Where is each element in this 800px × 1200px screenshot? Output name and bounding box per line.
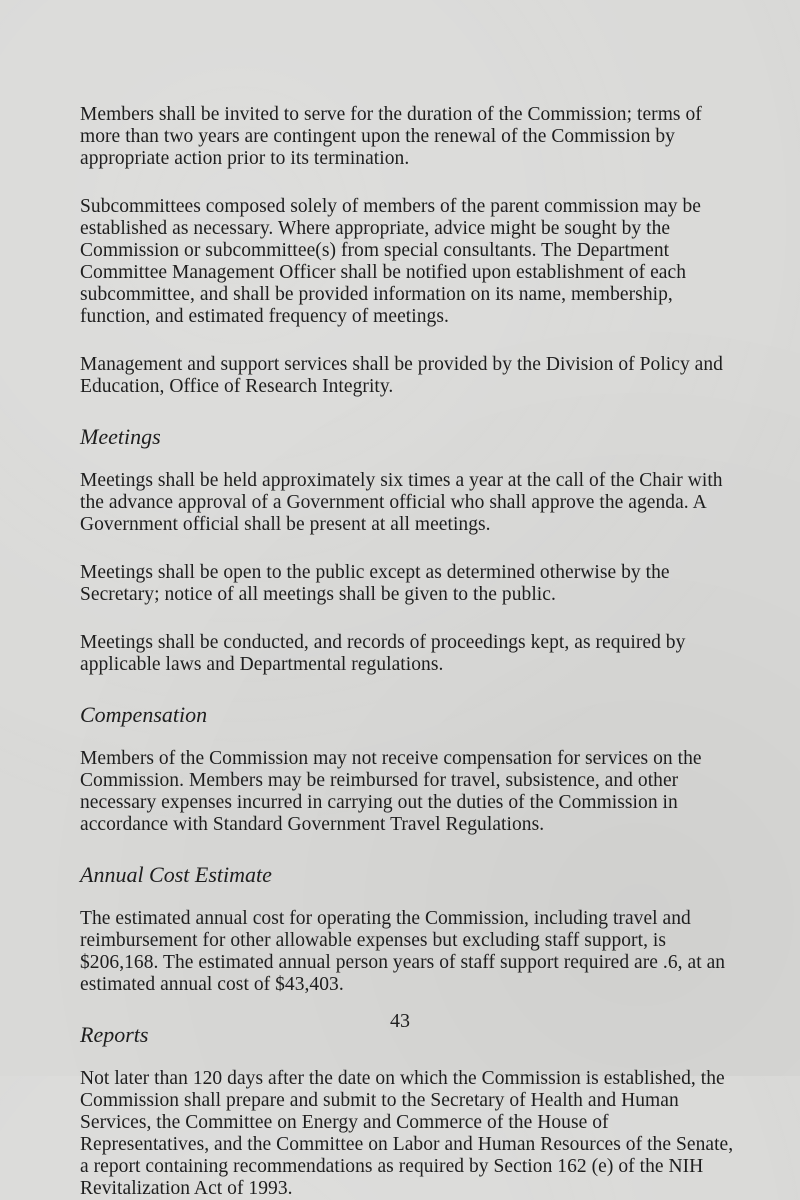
annual-cost-heading: Annual Cost Estimate bbox=[80, 862, 272, 887]
meetings-heading: Meetings bbox=[80, 424, 161, 449]
page-number: 43 bbox=[390, 1010, 410, 1032]
reports-paragraph: Not later than 120 days after the date on which the Commission is established, the Commission shall prepare and submit to the Secretary of Health and Human Services, the Committee on Energy and Commerce of the House of Representatives, and the Committee on Labor and Human Resources of the Senate, a report containing recommendations as required by Section 162 (e) of the NIH Revitalization Act of 1993. bbox=[80, 1068, 734, 1199]
reports-heading: Reports bbox=[80, 1022, 149, 1047]
meetings-paragraph-1: Meetings shall be held approximately six times a year at the call of the Chair with the advance approval of a Government official who shall approve the agenda. A Government official shall be present at all meetings. bbox=[80, 470, 723, 535]
document-body bbox=[80, 104, 740, 1200]
annual-cost-paragraph: The estimated annual cost for operating the Commission, including travel and reimbursement for other allowable expenses but excluding staff support, is $206,168. The estimated annual person years of staff support required are .6, at an estimated annual cost of $43,403. bbox=[80, 908, 726, 995]
meetings-paragraph-2: Meetings shall be open to the public except as determined otherwise by the Secretary; notice of all meetings shall be given to the public. bbox=[80, 562, 670, 605]
members-term-paragraph: Members shall be invited to serve for the duration of the Commission; terms of more than two years are contingent upon the renewal of the Commission by appropriate action prior to its termination. bbox=[80, 104, 702, 169]
compensation-paragraph: Members of the Commission may not receive compensation for services on the Commission. Members may be reimbursed for travel, subsistence, and other necessary expenses incurred in carrying out the duties of the Commission in accordance with Standard Government Travel Regulations. bbox=[80, 748, 702, 835]
compensation-heading: Compensation bbox=[80, 702, 208, 727]
management-paragraph: Management and support services shall be provided by the Division of Policy and Education, Office of Research Integrity. bbox=[80, 354, 723, 397]
meetings-paragraph-3: Meetings shall be conducted, and records of proceedings kept, as required by applicable laws and Departmental regulations. bbox=[80, 632, 686, 675]
subcommittees-paragraph: Subcommittees composed solely of members of the parent commission may be established as necessary. Where appropriate, advice might be sought by the Commission or subcommittee(s) from special consultants. The Department Committee Management Officer shall be notified upon establishment of each subcommittee, and shall be provided information on its name, membership, function, and estimated frequency of meetings. bbox=[80, 196, 701, 327]
